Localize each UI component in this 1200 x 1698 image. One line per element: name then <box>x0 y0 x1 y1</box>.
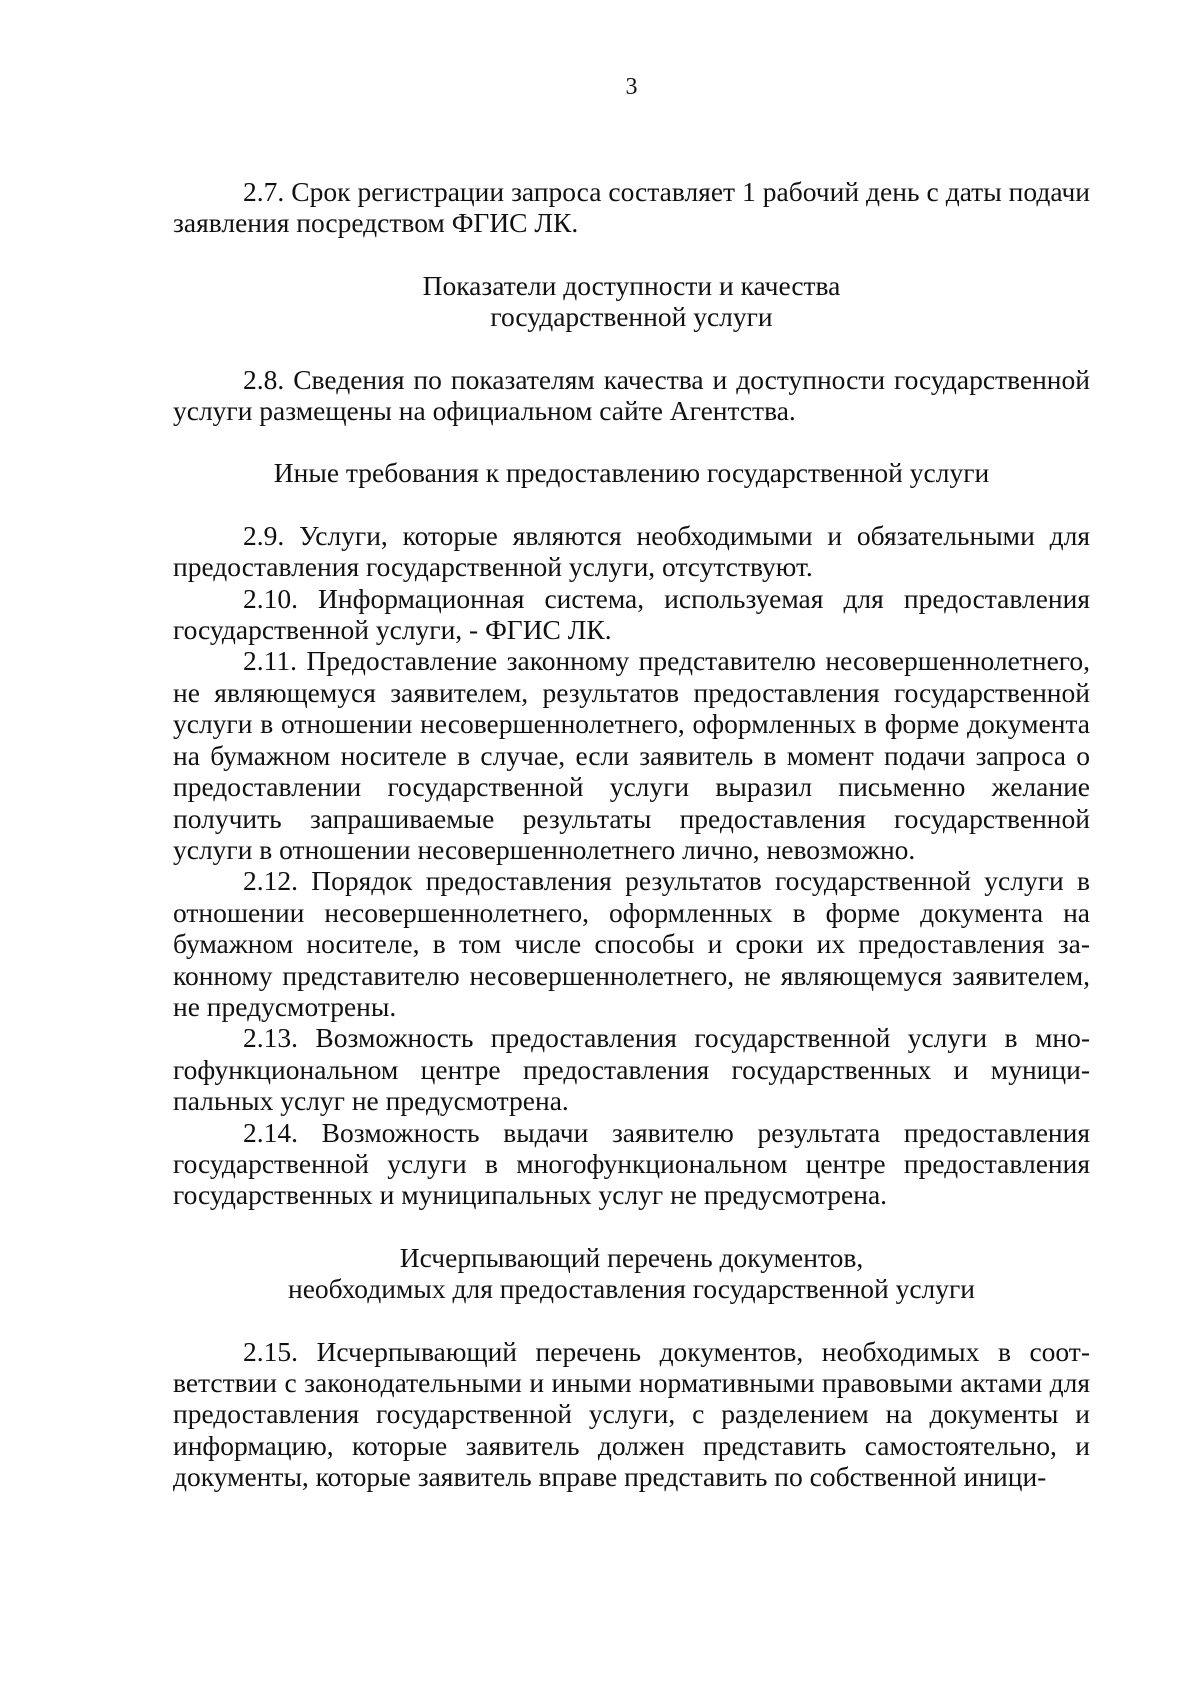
paragraph-2-13: 2.13. Возможность предоставления государственной услуги в многофункциональном центре предоставления государственных и муниципальных услуг не предусмотрена. <box>173 1022 1090 1117</box>
paragraph-2-14: 2.14. Возможность выдачи заявителю результата предоставления государственной услуги в многофункциональном центре предоставления государственных и муниципальных услуг не предусмотрена. <box>173 1116 1090 1211</box>
section-heading-quality-line2: государственной услуги <box>490 301 773 333</box>
section-heading-documents-line1: Исчерпывающий перечень документов, <box>399 1241 864 1273</box>
section-heading-other-requirements-text: Иные требования к предоставлению государственной услуги <box>273 457 990 489</box>
paragraph-2-11: 2.11. Предоставление законному представителю несовершеннолетнего, не являющемуся заявителем, результатов предоставления государственной услуги в отношении несовершеннолетнего, оформленных в форме документа на бумажном носителе в случае, если заявитель в момент подачи запроса о предоставлении государственной услуги выразил письменно желание получить запрашиваемые результаты предоставления государственной услуги в отношении несовершеннолетнего лично, невозможно. <box>173 645 1090 865</box>
document-body <box>173 176 1090 1493</box>
section-heading-documents <box>173 1242 1090 1305</box>
paragraph-2-15: 2.15. Исчерпывающий перечень документов, необходимых в соответствии с законодательными и иными нормативными правовыми актами для предоставления государственной услуги, с разделением на документы и информацию, которые заявитель должен представить самостоятельно, и документы, которые заявитель вправе представить по собственной иници- <box>173 1335 1090 1493</box>
paragraph-2-10: 2.10. Информационная система, используемая для предоставления государственной услуги, - ФГИС ЛК. <box>173 582 1090 646</box>
page-number: 3 <box>625 74 638 100</box>
section-heading-quality <box>173 270 1090 333</box>
paragraph-2-9: 2.9. Услуги, которые являются необходимыми и обязательными для предоставления государственной услуги, отсутствуют. <box>173 519 1090 583</box>
paragraph-2-12: 2.12. Порядок предоставления результатов государственной услуги в отношении несовершеннолетнего, оформленных в форме документа на бумажном носителе, в том числе способы и сроки их предоставления законному представителю несовершеннолетнего, не являющемуся заявителем, не предусмотрены. <box>173 865 1090 1022</box>
section-heading-other-requirements <box>173 457 1090 488</box>
paragraph-2-7: 2.7. Срок регистрации запроса составляет 1 рабочий день с даты подачи заявления посредством ФГИС ЛК. <box>173 176 1090 239</box>
paragraph-2-8: 2.8. Сведения по показателям качества и доступности государственной услуги размещены на официальном сайте Агентства. <box>173 363 1090 427</box>
section-heading-quality-line1: Показатели доступности и качества <box>422 269 841 301</box>
section-heading-documents-line2: необходимых для предоставления государственной услуги <box>287 1273 976 1305</box>
